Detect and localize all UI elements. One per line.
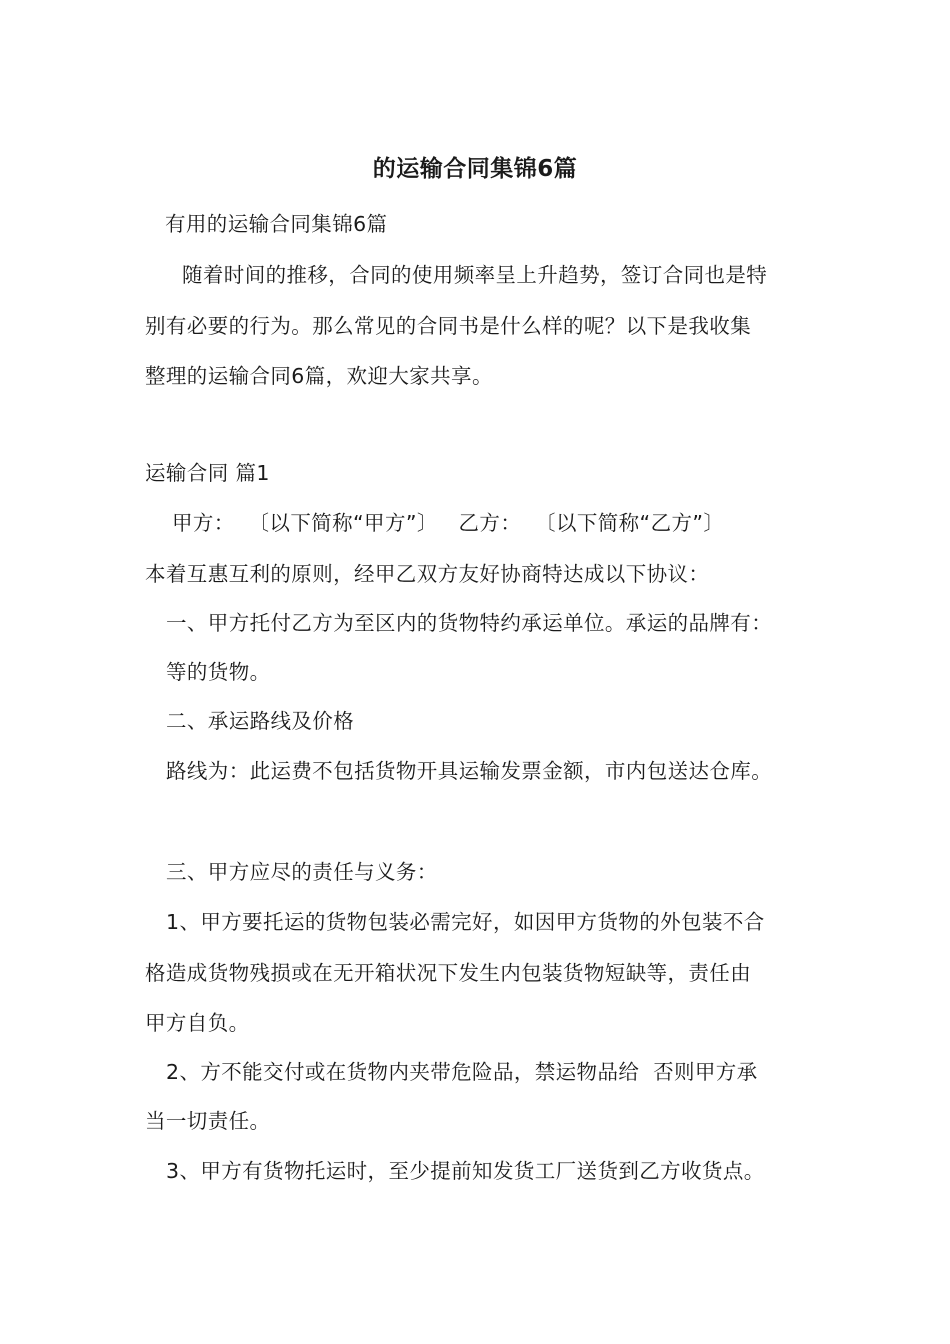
document-title: 的运输合同集锦6篇 [372,156,578,182]
document-subtitle: 有用的运输合同集锦6篇 [165,212,388,236]
clause-1-line-1: 一、甲方托付乙方为至区内的货物特约承运单位。承运的品牌有： [166,611,773,635]
item-1-line-3: 甲方自负。 [145,1011,250,1035]
clause-2-heading: 二、承运路线及价格 [166,709,355,733]
item-3-line-1: 3、甲方有货物托运时，至少提前知发货工厂送货到乙方收货点。 [166,1159,765,1183]
item-2-line-2: 当一切责任。 [145,1109,271,1133]
section-heading: 运输合同 篇1 [145,461,270,485]
clause-3-heading: 三、甲方应尽的责任与义务： [166,860,438,884]
clause-2-route: 路线为：此运费不包括货物开具运输发票金额，市内包送达仓库。 [166,759,773,783]
intro-line-1: 随着时间的推移，合同的使用频率呈上升趋势，签订合同也是特 [182,263,768,287]
preamble: 本着互惠互利的原则，经甲乙双方友好协商特达成以下协议： [145,562,710,586]
intro-line-3: 整理的运输合同6篇，欢迎大家共享。 [145,364,493,388]
clause-1-line-2: 等的货物。 [166,660,271,684]
intro-line-2: 别有必要的行为。那么常见的合同书是什么样的呢？以下是我收集 [145,314,752,338]
item-1-line-1: 1、甲方要托运的货物包装必需完好，如因甲方货物的外包装不合 [166,910,765,934]
item-1-line-2: 格造成货物残损或在无开箱状况下发生内包装货物短缺等，责任由 [145,961,752,985]
item-2-line-1: 2、方不能交付或在货物内夹带危险品，禁运物品给 否则甲方承 [166,1060,758,1084]
parties-line: 甲方： 〔以下简称“甲方”〕 乙方： 〔以下简称“乙方”〕 [172,511,725,535]
